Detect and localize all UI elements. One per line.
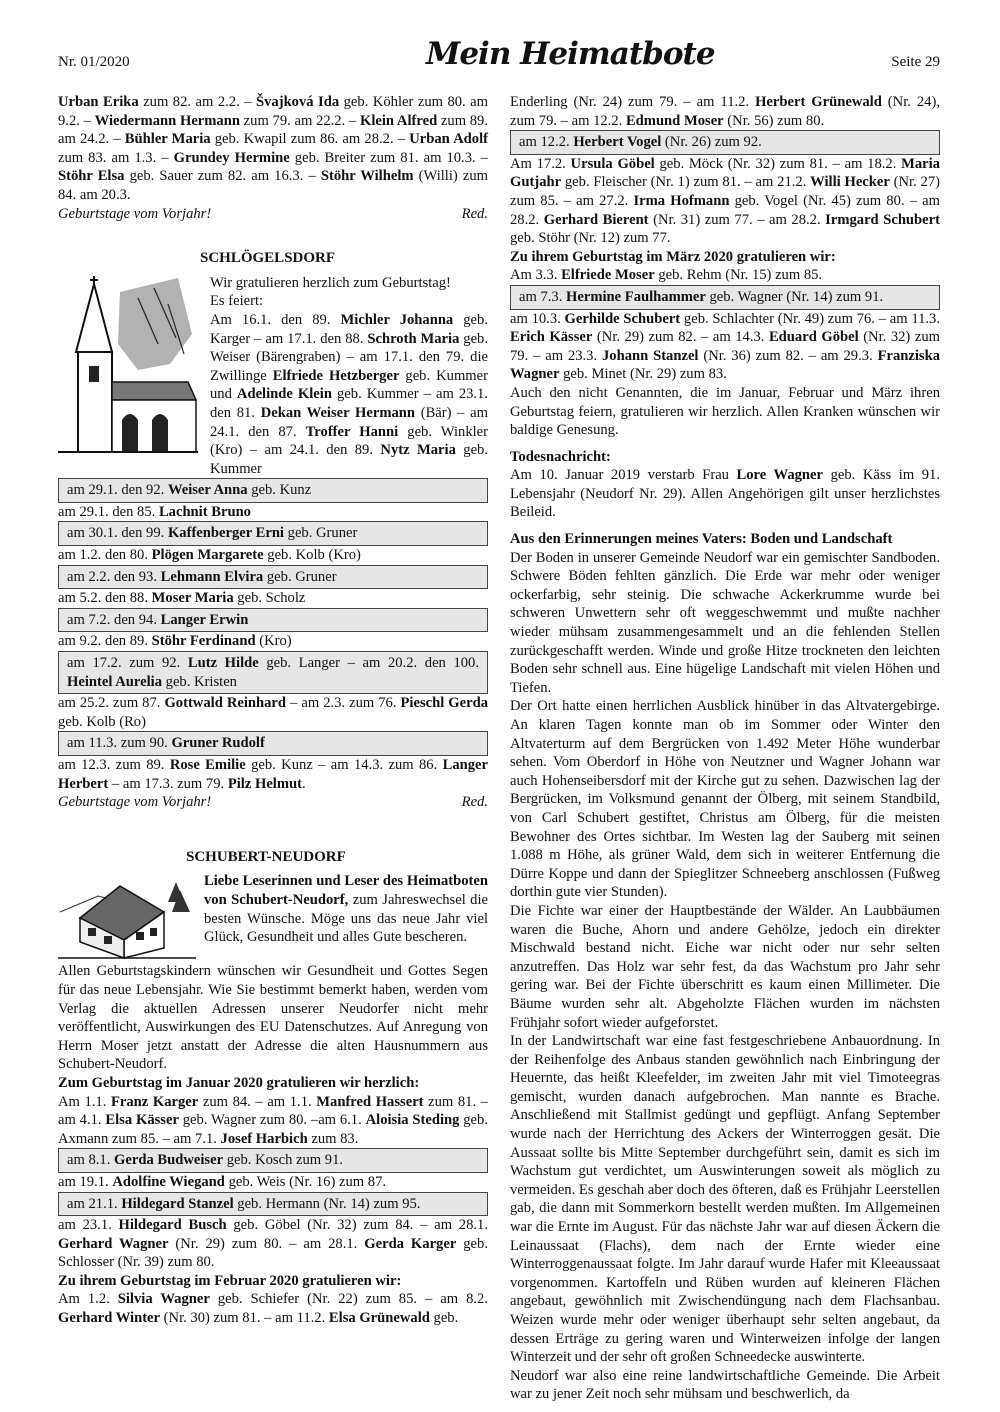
- highlighted-entry: am 2.2. den 93. Lehmann Elvira geb. Gruner: [58, 565, 488, 590]
- highlighted-entry: am 17.2. zum 92. Lutz Hilde geb. Langer – am 20.2. den 100. Heintel Aurelia geb. Kristen: [58, 651, 488, 694]
- article-paragraph: In der Landwirtschaft war eine fast festgeschriebene Anbauordnung. In der Reihenfolge des Anbaus standen gewöhnlich nach Einbringung der Heuernte, das heißt Kleefelder, im zweiten Jahr mit viel Timoteegras gemischt, wurden danach aufgebrochen. Man nannte es Brache. Anschließend mit Stallmist gedüngt und gepflügt. Anfang September wurde nach der Herrichtung des Ackers der Winterroggen gesät. Die Aussaat sollte bis Mitte September durchgeführt sein, damit es sich im Wachstum gut verdichtet, um Auswinterungen soweit als möglich zu vermeiden. Es geschah aber doch des öfteren, daß es Frühjahr Leerstellen gab, die dann mit Sommerkorn bestellt werden mußten. Im Allgemeinen war die Ernte im August. Für das nächste Jahr war auf diesen Äckern die Leinaussaat (Flachs), dem nach der Ernte wieder eine Winterroggenaussaat folgte. Im Jahr darauf wurde Hafer mit Kleeaussaat vorgenommen. Kartoffeln und Rüben wurden auf kleineren Flächen angebaut, gewöhnlich mit Zwischendüngung nach dem Flachsanbau. Weizen wurde mehr oder weniger überhaupt sehr selten angebaut, da dessen Erträge zu gering waren und Winterweizen infolge der langen Winterzeit und der sehr oft großen Schneedecke auswinterte.: [510, 1033, 940, 1366]
- entry: am 12.3. zum 89. Rose Emilie geb. Kunz – am 14.3. zum 86. Langer Herbert – am 17.3. zum 79. Pilz Helmut.: [58, 757, 488, 792]
- entry: am 19.1. Adolfine Wiegand geb. Weis (Nr. 16) zum 87.: [58, 1173, 387, 1190]
- march-heading: Zu ihrem Geburtstag im März 2020 gratulieren wir:: [510, 248, 836, 265]
- page-header: [58, 36, 940, 80]
- intro-paragraphs: [58, 93, 488, 205]
- death-notice-text: Am 10. Januar 2019 verstarb Frau Lore Wagner geb. Käss im 91. Lebensjahr (Neudorf Nr. 29). Allen Angehörigen gilt unser herzlichstes Beileid.: [510, 467, 941, 521]
- highlighted-entry: am 8.1. Gerda Budweiser geb. Kosch zum 91.: [58, 1148, 488, 1173]
- schubert-text: [58, 962, 488, 1074]
- entry: Am 3.3. Elfriede Moser geb. Rehm (Nr. 15) zum 85.: [510, 267, 823, 284]
- church-illustration: [58, 274, 198, 460]
- highlighted-entry: am 30.1. den 99. Kaffenberger Erni geb. Gruner: [58, 521, 488, 546]
- highlighted-entry: am 21.1. Hildegard Stanzel geb. Hermann (Nr. 14) zum 95.: [58, 1192, 488, 1217]
- entry: am 23.1. Hildegard Busch geb. Göbel (Nr. 32) zum 84. – am 28.1. Gerhard Wagner (Nr. 29) zum 80. – am 28.1. Gerda Karger geb. Schlosser (Nr. 39) zum 80.: [58, 1217, 488, 1271]
- highlighted-entry: am 29.1. den 92. Weiser Anna geb. Kunz: [58, 478, 488, 503]
- january-heading: Zum Geburtstag im Januar 2020 gratulieren wir herzlich:: [58, 1074, 420, 1091]
- entry: am 29.1. den 85. Lachnit Bruno: [58, 503, 251, 520]
- article-paragraph: Die Fichte war einer der Hauptbestände der Wälder. An Laubbäumen waren die Buche, Ahorn und andere Gehölze, jedoch ein direkter Mischwald bestand nicht. Eiche war nicht oder nur sehr selten anzutreffen. Das Holz war sehr fest, da das Wachstum pro Jahr sehr gering war. Bei der Fichte überschritt es kaum einen Millimeter. Die Bäume wurden sehr alt. Abgeholzte Flächen wurden im nächsten Frühjahr sofort wieder aufgeforstet.: [510, 902, 940, 1031]
- entry: am 25.2. zum 87. Gottwald Reinhard – am 2.3. zum 76. Pieschl Gerda geb. Kolb (Ro): [58, 695, 489, 730]
- highlighted-entry: am 7.2. den 94. Langer Erwin: [58, 608, 488, 633]
- paragraph: Wir gratulieren herzlich zum Geburtstag!: [210, 274, 451, 291]
- issue-number: Nr. 01/2020: [58, 54, 130, 70]
- article-paragraph: Neudorf war also eine reine landwirtschaftliche Gemeinde. Die Arbeit war zu jener Zeit noch sehr mühsam und beschwerlich, da: [510, 1367, 940, 1403]
- paragraph: Es feiert:: [210, 293, 264, 310]
- editor-mark: Red.: [461, 205, 488, 222]
- february-continued-list: [510, 93, 940, 248]
- entry: am 5.2. den 88. Moser Maria geb. Scholz: [58, 590, 306, 607]
- february-heading: Zu ihrem Geburtstag im Februar 2020 gratulieren wir:: [58, 1272, 402, 1289]
- paragraph: Am 16.1. den 89. Michler Johanna geb. Karger – am 17.1. den 88. Schroth Maria geb. Weiser (Bärengraben) – am 17.1. den 79. die Zwillinge Elfriede Hetzberger geb. Kummer und Adelinde Klein geb. Kummer – am 23.1. den 81. Dekan Weiser Hermann (Bär) – am 24.1. den 87. Troffer Hanni geb. Winkler (Kro) – am 24.1. den 89. Nytz Maria geb. Kummer: [210, 311, 489, 477]
- article-paragraph: Der Ort hatte einen herrlichen Ausblick hinüber in das Altvatergebirge. An klaren Tagen konnte man ob im Sommer oder Winter den Altvaterturm auf dem Bergrücken von 1.492 Meter Höhe wunderbar sehen. Vom Oberdorf in Höhe von Neutzner und Wagner Johann war auch Hohenseibersdorf mit der Kirche gut zu sehen. Dazwischen lag der Bergrücken, im Volksmund genannt der Ölberg, mit seinem Standbild, von Carl Schubert gestiftet, Christus am Ölberg, für die meisten Bewohner des Ortes sichtbar. Im Westen lag der Sauberg mit seinen 1.088 m Höhe, als grüner Wald, dem sich in weiterer Entfernung die Dürre Koppe und dann der Spieglitzer Schneeberg anschlossen (Fußweg dorthin gute vier Stunden).: [510, 698, 940, 901]
- paragraph: Liebe Leserinnen und Leser des Heimatboten von Schubert-Neudorf, zum Jahreswechsel die besten Wünsche. Möge uns das neue Jahr viel Glück, Gesundheit und alles Gute bescheren.: [204, 873, 489, 946]
- right-column: [510, 93, 940, 1404]
- vorjahr-note: [58, 205, 488, 224]
- highlighted-entry: am 12.2. Herbert Vogel (Nr. 26) zum 92.: [510, 130, 940, 155]
- highlighted-entry: am 11.3. zum 90. Gruner Rudolf: [58, 731, 488, 756]
- entry: am 1.2. den 80. Plögen Margarete geb. Kolb (Kro): [58, 547, 361, 564]
- entry: am 10.3. Gerhilde Schubert geb. Schlachter (Nr. 49) zum 76. – am 11.3. Erich Kässer (Nr. 29) zum 82. – am 14.3. Eduard Göbel (Nr. 32) zum 79. – am 23.3. Johann Stanzel (Nr. 36) zum 82. – am 29.3. Franziska Wagner geb. Minet (Nr. 29) zum 83.: [510, 310, 940, 383]
- article-paragraph: Der Boden in unserer Gemeinde Neudorf war ein gemischter Sandboden. Schwere Böden fehlten gänzlich. Die Erde war mehr oder weniger ockerfarbig, sehr steinig. Die schwache Ackerkrumme wurde bei schweren Unwettern sehr oft weggeschwemmt und mußte nachher wieder mühsam zusammengesammelt und an die fehlenden Stellen zurückgeschafft werden. Winde und große Hitze trockneten den leichten Boden sehr schnell aus. Eine hügelige Landschaft mit vielen Höhen und Tiefen.: [510, 549, 940, 696]
- entry: Am 17.2. Ursula Göbel geb. Möck (Nr. 32) zum 81. – am 18.2. Maria Gutjahr geb. Fleischer (Nr. 1) zum 81. – am 21.2. Willi Hecker (Nr. 27) zum 85. – am 27.2. Irma Hofmann geb. Vogel (Nr. 45) zum 80. – am 28.2. Gerhard Bierent (Nr. 31) zum 77. – am 28.2. Irmgard Schubert geb. Stöhr (Nr. 12) zum 77.: [510, 155, 940, 247]
- article-body: [510, 549, 940, 1404]
- farmhouse-illustration: [58, 872, 196, 962]
- paragraph: Urban Erika zum 82. am 2.2. – Švajková Ida geb. Köhler zum 80. am 9.2. – Wiedermann Hermann zum 79. am 22.2. – Klein Alfred zum 89. am 24.2. – Bühler Maria geb. Kwapil zum 86. am 28.2. – Urban Adolf zum 83. am 1.3. – Grundey Hermine geb. Breiter zum 81. am 10.3. – Stöhr Elsa geb. Sauer zum 82. am 16.3. – Stöhr Wilhelm (Willi) zum 84. am 20.3.: [58, 94, 489, 203]
- schubert-intro: [58, 872, 488, 962]
- schloegelsdorf-intro-text: [198, 274, 488, 479]
- vorjahr-note-text: Geburtstage vom Vorjahr!: [58, 205, 212, 222]
- vorjahr-note-2: [58, 793, 488, 812]
- entry: Am 1.1. Franz Karger zum 84. – am 1.1. Manfred Hassert zum 81. – am 4.1. Elsa Kässer geb. Wagner zum 80. –am 6.1. Aloisia Steding geb. Axmann zum 85. – am 7.1. Josef Harbich zum 83.: [58, 1093, 488, 1147]
- schubert-greeting: [196, 872, 488, 962]
- entry: am 9.2. den 89. Stöhr Ferdinand (Kro): [58, 633, 292, 650]
- paragraph: Allen Geburtstagskindern wünschen wir Gesundheit und Gottes Segen für das neue Lebensjahr. Wie Sie bestimmt bemerkt haben, werden vom Verlag die aktuellen Adressen unserer Neudorfer nicht mehr veröffentlicht, Auswirkungen des EU Datenschutzes. Auf Anregung von Herrn Moser jetzt anstatt der Adresse die alten Hausnummern aus Schubert-Neudorf.: [58, 963, 488, 1073]
- schloegelsdorf-birthday-list: [58, 478, 488, 793]
- editor-mark-2: Red.: [461, 794, 488, 811]
- section-title-schubert-neudorf: SCHUBERT-NEUDORF: [186, 848, 346, 865]
- schloegelsdorf-intro: [58, 274, 488, 479]
- masthead-title: Mein Heimatbote: [426, 36, 715, 72]
- left-column: [58, 93, 488, 1328]
- article-heading: Aus den Erinnerungen meines Vaters: Boden und Landschaft: [510, 531, 893, 548]
- highlighted-entry: am 7.3. Hermine Faulhammer geb. Wagner (Nr. 14) zum 91.: [510, 285, 940, 310]
- vorjahr-note-text-2: Geburtstage vom Vorjahr!: [58, 794, 212, 811]
- entry: Auch den nicht Genannten, die im Januar, Februar und März ihren Geburtstag feiern, gratulieren wir herzlich. Allen Kranken wünschen wir baldige Genesung.: [510, 384, 940, 439]
- death-notice-heading: Todesnachricht:: [510, 448, 611, 465]
- january-birthday-list: [58, 1093, 488, 1272]
- page-number: Seite 29: [891, 54, 940, 70]
- entry: Enderling (Nr. 24) zum 79. – am 11.2. Herbert Grünewald (Nr. 24), zum 79. – am 12.2. Edmund Moser (Nr. 56) zum 80.: [510, 94, 940, 129]
- march-birthday-list: [510, 266, 940, 439]
- entry: Am 1.2. Silvia Wagner geb. Schiefer (Nr. 22) zum 85. – am 8.2. Gerhard Winter (Nr. 30) zum 81. – am 11.2. Elsa Grünewald geb.: [58, 1291, 489, 1327]
- section-title-schloegelsdorf: SCHLÖGELSDORF: [200, 250, 336, 267]
- february-birthday-list: [58, 1290, 488, 1327]
